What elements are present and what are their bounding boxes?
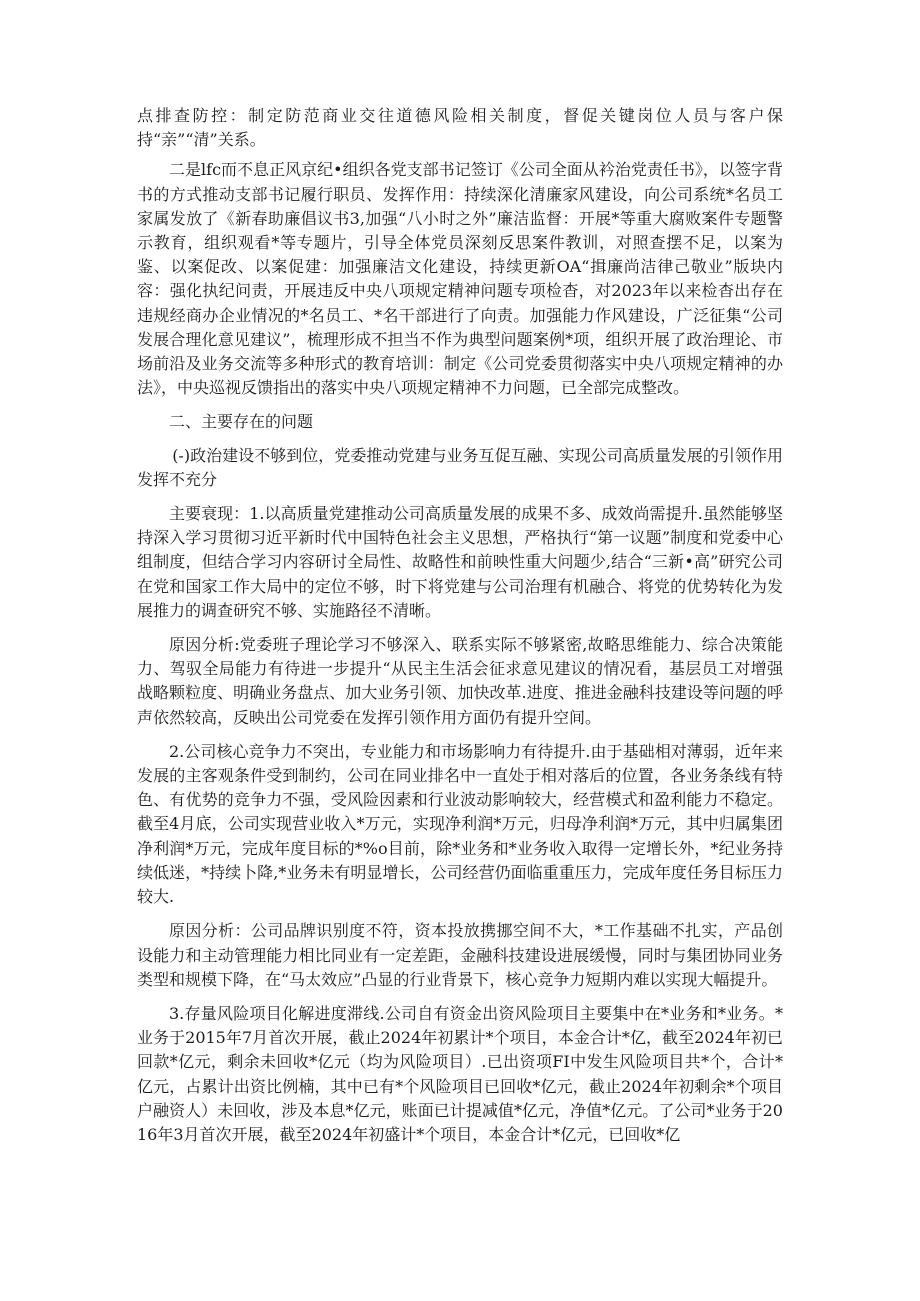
paragraph-continued-risk-control: 点排查防控：制定防范商业交往道德风险相关制度，督促关键岗位人员与客户保持“亲”“清”关系。 [137,106,783,150]
paragraph-integrity-discipline: 二是lfc而不息正风京纪•组织各党支部书记签订《公司全面从衿治党责任书》，以签字背书的方式推动支部书记履行职员、发挥作用：持续深化清廉家风建设，向公司系统*名员工家属发放了《新春助廉倡议书3,加强“八小时之外”廉洁监督：开展*等重大腐败案件专题警示教育，组织观看*等专题片，引导全体党员深刻反思案件教训，对照查摆不足，以案为鉴、以案促改、以案促建：加强廉洁文化建设，持续更新OA“揖廉尚洁律己敬业”版块内容：强化执纪问责，开展违反中央八项规定精神问题专项检杳，对2023年以来检杳出存在违规经商办企业情况的*名员工、*名干部进行了向责。加强能力作风建设，广泛征集“公司发展合理化意见建议”，梳理形成不担当不作为典型问题案例*项，组织开展了政治理论、市场前沿及业务交流等多种形式的教育培训：制定《公司党委贯彻落实中央八项规定精神的办法》，中央巡视反馈指出的落实中央八项规定精神不力问题，已全部完成整改。 [137,160,783,398]
paragraph-cause-analysis-1: 原因分析:党委班子理论学习不够深入、联系实际不够紧密,故略思维能力、综合决策能力、驾驭全局能力有待进一步提升“从民主生活会征求意见建议的情况看，基层员工对增强战略颗粒度、明确业务盘点、加大业务引领、加快改革.进度、推进金融科技建设等问题的呼声依然较高，反映出公司党委在发挥引领作用方面仍有提升空间。 [137,635,783,727]
section-heading-main-problems: 二、主要存在的问题 [169,412,314,432]
paragraph-core-competitiveness-2: 2.公司核心竞争力不突出，专业能力和市场影响力有待提升.由于基础相对薄弱，近年来发展的主客观条件受到制约，公司在同业排名中一直处于相对落后的位置，各业务条线有特色、有优势的竞争力不强，受风险因素和行业波动影响较大，经营模式和盈利能力不稳定。截至4月底，公司实现营业收入*万元，实现净利润*万元，归母净利润*万元，其中归属集团净利润*万元，完成年度目标的*%o目前，除*业务和*业务收入取得一定增长外，*纪业务持续低迷，*持续卜降,*业务未有明显增长，公司经营仍面临重重压力，完成年度任务目标压力较大. [137,741,783,907]
paragraph-main-manifestation-1: 主要衰现：1.以高质量党建推动公司高质量发展的成果不多、成效尚需提升.虽然能够坚持深入学习贯彻习近平新时代中国特色社会主义思想，严格执行“第一议题”制度和党委中心组制度，但结合学习内容研讨全局性、故略性和前映性重大问题少,结合“三新•高”研究公司在党和国家工作大局中的定位不够，时下将党建与公司治理有机融合、将党的优势转化为发展推力的调查研究不够、实施路径不清晰。 [137,504,783,620]
document-body [137,104,783,1157]
paragraph-cause-analysis-2: 原因分析：公司品牌识别度不符，资本投放携挪空间不大，*工作基础不扎实，产品创设能力和主动管理能力相比同业有一定差距，金融科技建设进展缓慢，同时与集团协同业务类型和规模下降，在“马太效应”凸显的行业背景下，核心竞争力短期内难以实现大幅提升。 [137,921,783,989]
paragraph-risk-projects-3: 3.存量风险项目化解进度滞线.公司自有资金出资风险项目主要集中在*业务和*业务。*业务于2015年7月首次开展，截止2024年初累计*个项目，本金合计*亿，截至2024年初已回款*亿元，剩余未回收*亿元（均为风险项目）.已出资项FI中发生风险项目共*个，合计*亿元，占累计出资比例楠，其中已有*个风险项目已回收*亿元，截止2024年初剩余*个项目户融资人）未回收，涉及本息*亿元，账面已计提减值*亿元，净值*亿元。了公司*业务于2016年3月首次开展，截至2024年初盛计*个项目，本金合计*亿元，已回收*亿 [137,1003,783,1144]
subheading-political-construction: (-)政治建设不够到位，党委推动党建与业务互促互融、实现公司高质量发展的引领作用发挥不充分 [137,445,783,489]
